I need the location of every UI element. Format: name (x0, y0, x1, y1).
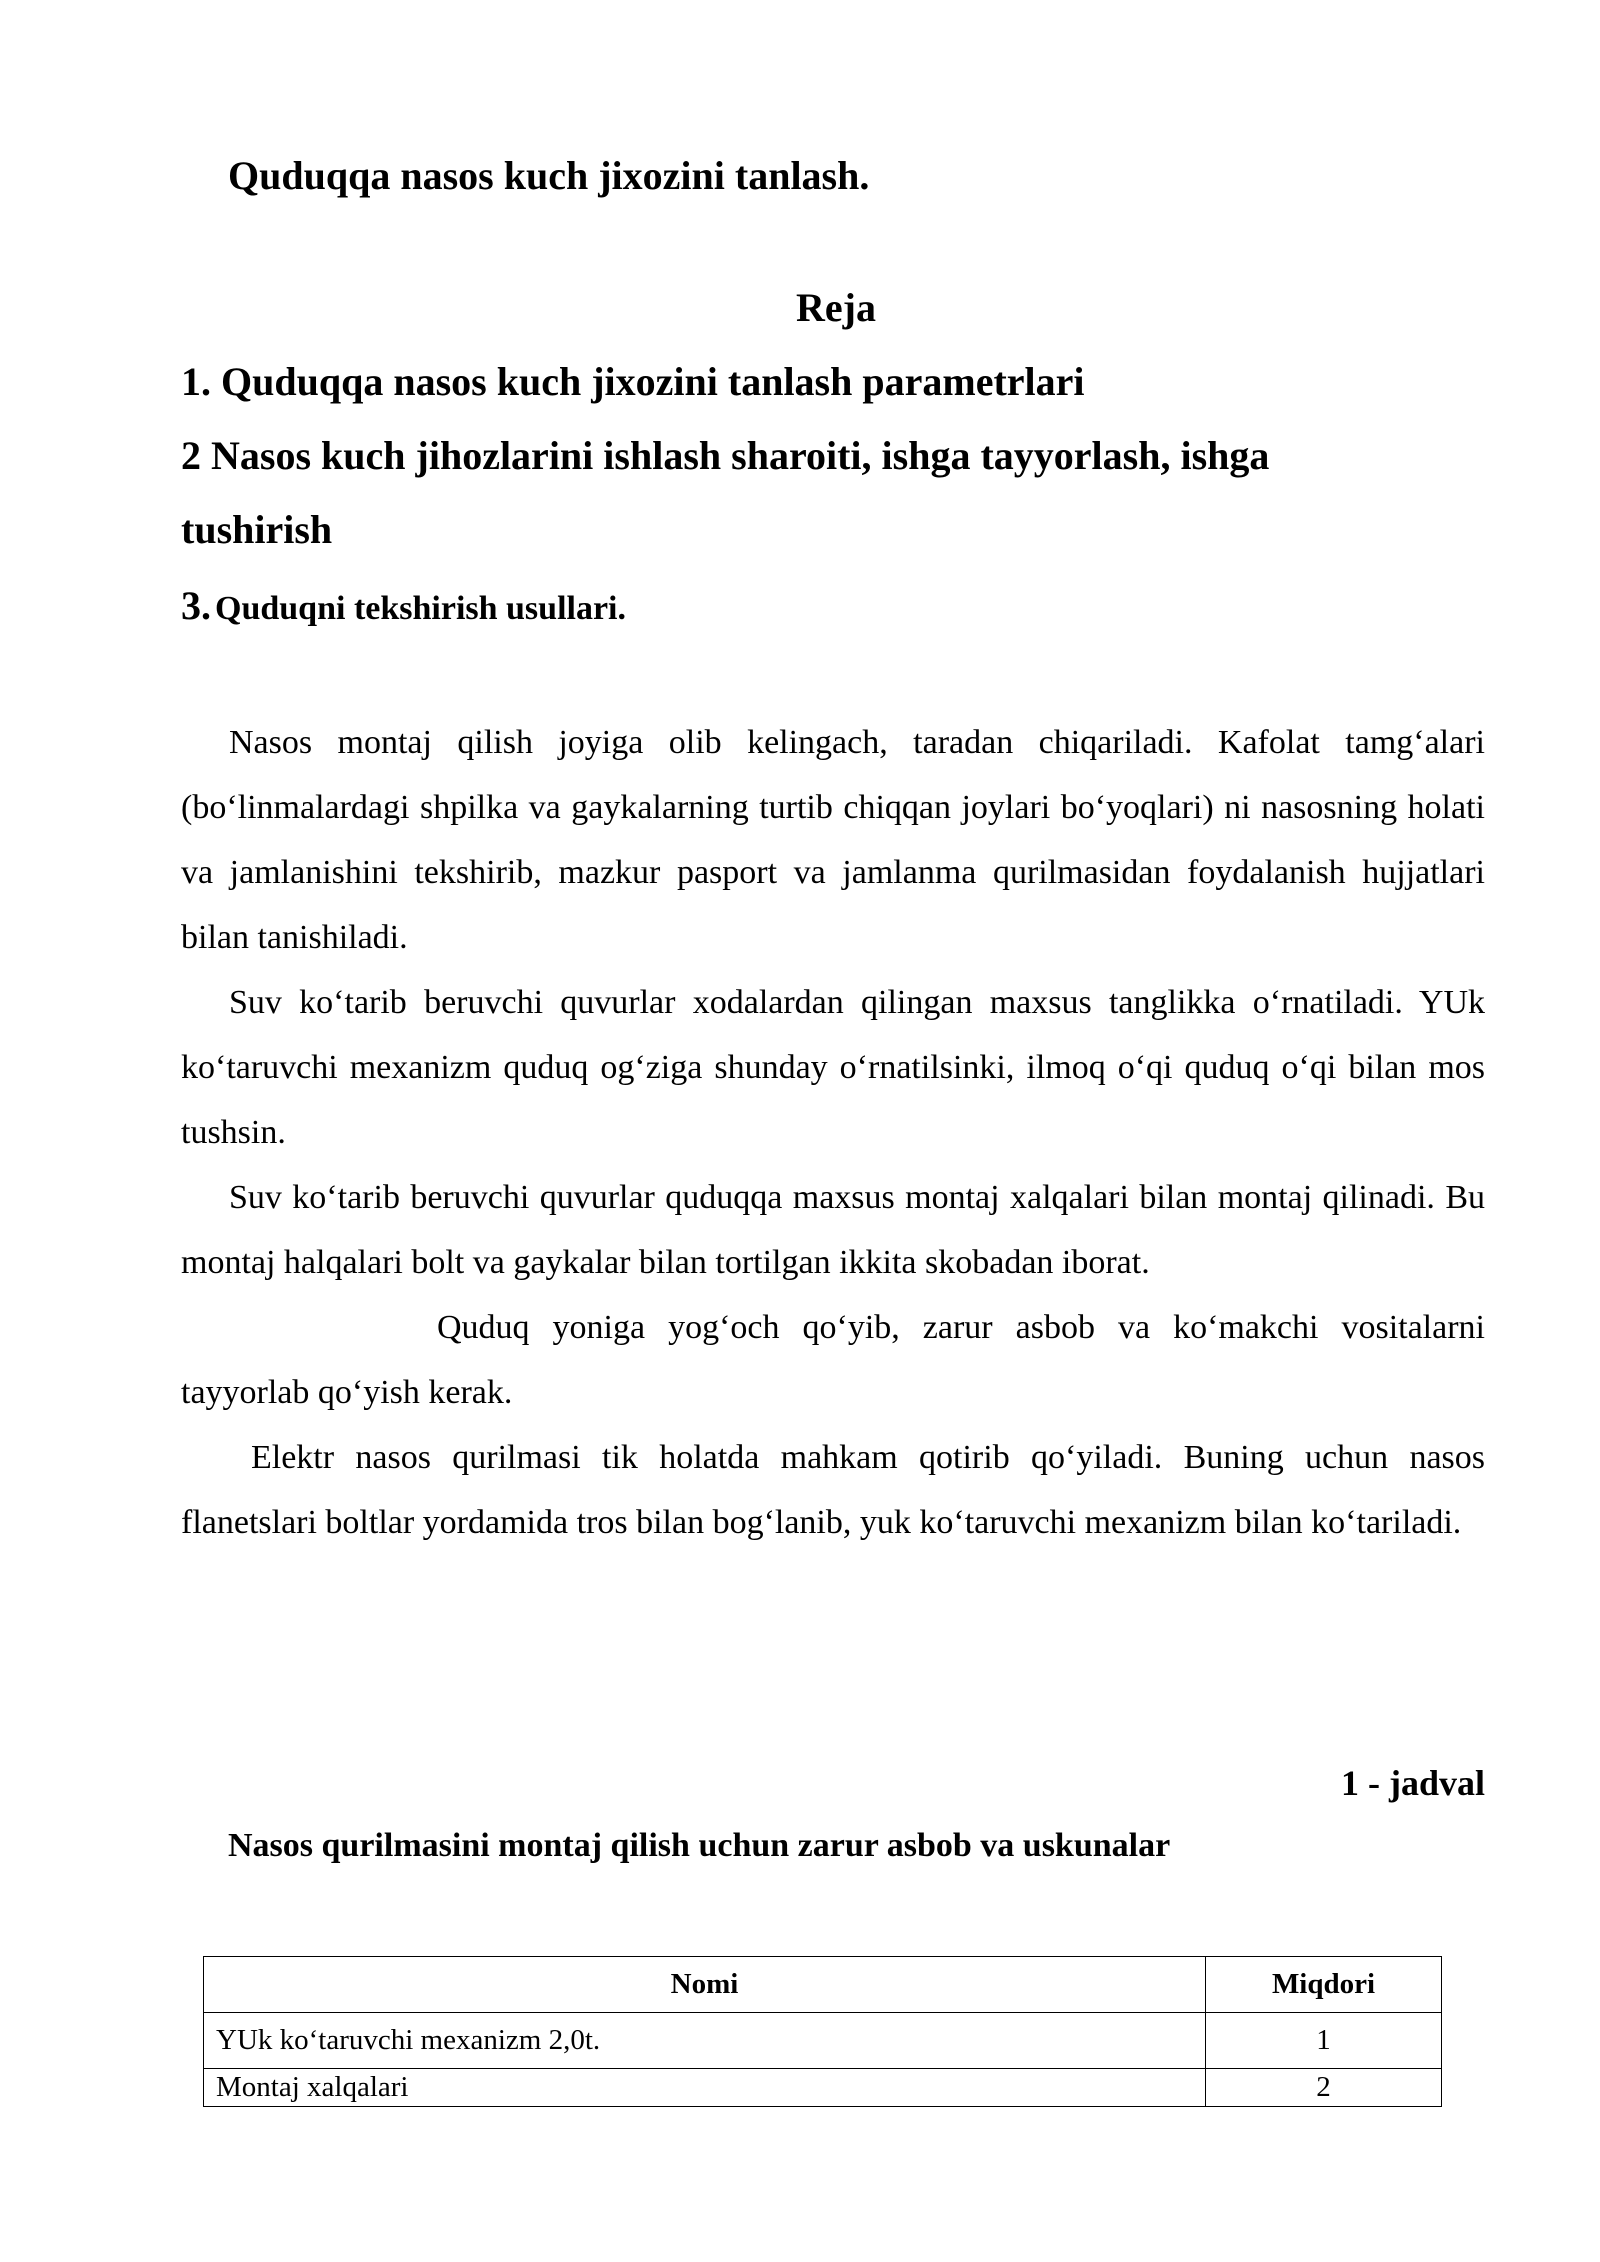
table-header-row (204, 1957, 1442, 2013)
table-caption: Nasos qurilmasini montaj qilish uchun zarur asbob va uskunalar (228, 1827, 1171, 1864)
column-header-quantity: Miqdori (1206, 1957, 1442, 2013)
table-label: 1 - jadval (1341, 1763, 1485, 1803)
paragraph: Elektr nasos qurilmasi tik holatda mahkam qotirib qo‘yiladi. Buning uchun nasos flanetslari boltlar yordamida tros bilan bog‘lanib, yuk ko‘taruvchi mexanizm bilan ko‘tariladi. (181, 1439, 1485, 1541)
table-cell-name: Montaj xalqalari (204, 2069, 1206, 2107)
plan-item-3 (181, 582, 626, 629)
paragraph: Quduq yoniga yog‘och qo‘yib, zarur asbob va ko‘makchi vositalarni tayyorlab qo‘yish kerak. (181, 1309, 1485, 1411)
plan-heading: Reja (796, 285, 876, 330)
plan-item-2-continuation: tushirish (181, 507, 333, 552)
table-row (204, 2069, 1442, 2107)
paragraph: Nasos montaj qilish joyiga olib kelingach, taradan chiqariladi. Kafolat tamg‘alari (bo‘linmalardagi shpilka va gaykalarning turtib chiqqan joylari bo‘yoqlari) ni nasosning holati va jamlanishini tekshirib, mazkur pasport va jamlanma qurilmasidan foydalanish hujjatlari bilan tanishiladi. (181, 724, 1485, 956)
table-cell-name: YUk ko‘taruvchi mexanizm 2,0t. (204, 2013, 1206, 2069)
table-cell-quantity: 2 (1206, 2069, 1442, 2107)
plan-item-3-number: 3. (181, 583, 211, 628)
paragraph: Suv ko‘tarib beruvchi quvurlar xodalardan qilingan maxsus tanglikka o‘rnatiladi. YUk ko‘taruvchi mexanizm quduq og‘ziga shunday o‘rnatilsinki, ilmoq o‘qi quduq o‘qi bilan mos tushsin. (181, 984, 1485, 1151)
body-text (181, 710, 1485, 1555)
column-header-name: Nomi (204, 1957, 1206, 2013)
table-cell-quantity: 1 (1206, 2013, 1442, 2069)
paragraph: Suv ko‘tarib beruvchi quvurlar quduqqa maxsus montaj xalqalari bilan montaj qilinadi. Bu montaj halqalari bolt va gaykalar bilan tortilgan ikkita skobadan iborat. (181, 1179, 1485, 1281)
plan-item-3-text: Quduqni tekshirish usullari. (215, 590, 627, 627)
plan-item-1: 1. Quduqqa nasos kuch jixozini tanlash parametrlari (181, 359, 1085, 404)
equipment-table (203, 1956, 1442, 2107)
document-title: Quduqqa nasos kuch jixozini tanlash. (228, 153, 870, 198)
plan-item-2: 2 Nasos kuch jihozlarini ishlash sharoiti, ishga tayyorlash, ishga (181, 433, 1270, 478)
table-row (204, 2013, 1442, 2069)
